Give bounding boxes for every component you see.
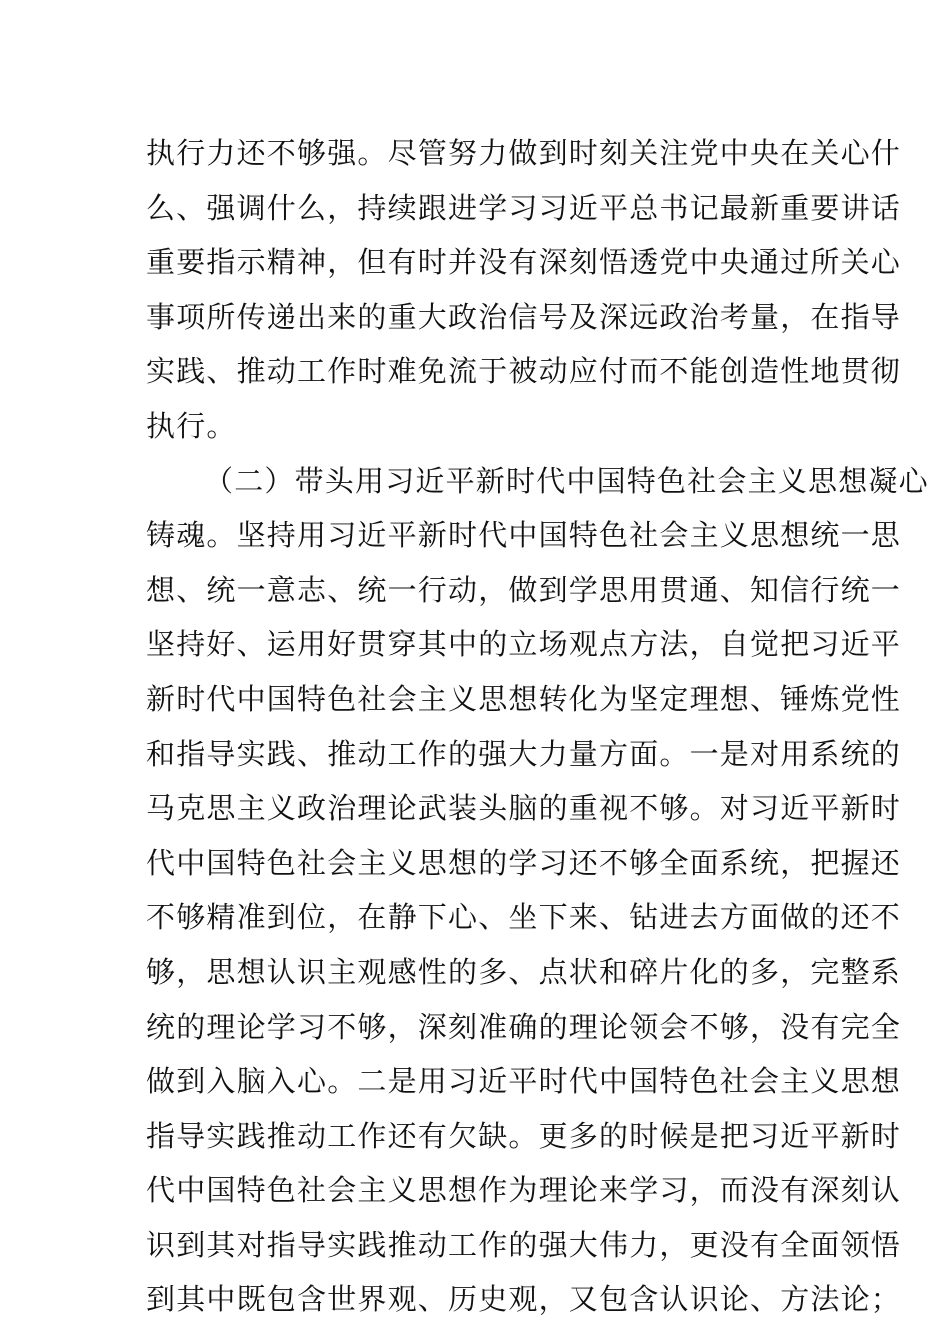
text-line-10: 坚持好、运用好贯穿其中的立场观点方法，自觉把习近平 xyxy=(146,627,902,662)
text-line-14: 代中国特色社会主义思想的学习还不够全面系统，把握还 xyxy=(146,845,902,880)
text-line-16: 够，思想认识主观感性的多、点状和碎片化的多，完整系 xyxy=(146,954,902,989)
text-line-9: 想、统一意志、统一行动，做到学思用贯通、知信行统一 xyxy=(146,572,902,607)
body-text xyxy=(146,126,929,1327)
text-line-6: 执行。 xyxy=(146,408,237,443)
text-line-13: 马克思主义政治理论武装头脑的重视不够。对习近平新时 xyxy=(146,791,902,826)
text-line-2: 么、强调什么，持续跟进学习习近平总书记最新重要讲话 xyxy=(146,190,902,225)
text-line-15: 不够精准到位，在静下心、坐下来、钻进去方面做的还不 xyxy=(146,900,902,935)
text-line-20: 代中国特色社会主义思想作为理论来学习，而没有深刻认 xyxy=(146,1173,902,1208)
text-line-11: 新时代中国特色社会主义思想转化为坚定理想、锤炼党性 xyxy=(146,681,902,716)
text-line-22: 到其中既包含世界观、历史观，又包含认识论、方法论； xyxy=(146,1282,902,1317)
section-heading-line: （二）带头用习近平新时代中国特色社会主义思想凝心 xyxy=(204,463,929,498)
text-line-17: 统的理论学习不够，深刻准确的理论领会不够，没有完全 xyxy=(146,1009,902,1044)
text-line-4: 事项所传递出来的重大政治信号及深远政治考量，在指导 xyxy=(146,299,902,334)
text-line-21: 识到其对指导实践推动工作的强大伟力，更没有全面领悟 xyxy=(146,1227,902,1262)
text-line-12: 和指导实践、推动工作的强大力量方面。一是对用系统的 xyxy=(146,736,902,771)
text-line-1: 执行力还不够强。尽管努力做到时刻关注党中央在关心什 xyxy=(146,136,902,170)
text-line-19: 指导实践推动工作还有欠缺。更多的时候是把习近平新时 xyxy=(146,1118,902,1153)
text-line-8: 铸魂。坚持用习近平新时代中国特色社会主义思想统一思 xyxy=(146,518,902,553)
text-line-5: 实践、推动工作时难免流于被动应付而不能创造性地贯彻 xyxy=(146,354,902,389)
text-line-3: 重要指示精神，但有时并没有深刻悟透党中央通过所关心 xyxy=(146,245,902,280)
text-line-18: 做到入脑入心。二是用习近平时代中国特色社会主义思想 xyxy=(146,1064,902,1099)
